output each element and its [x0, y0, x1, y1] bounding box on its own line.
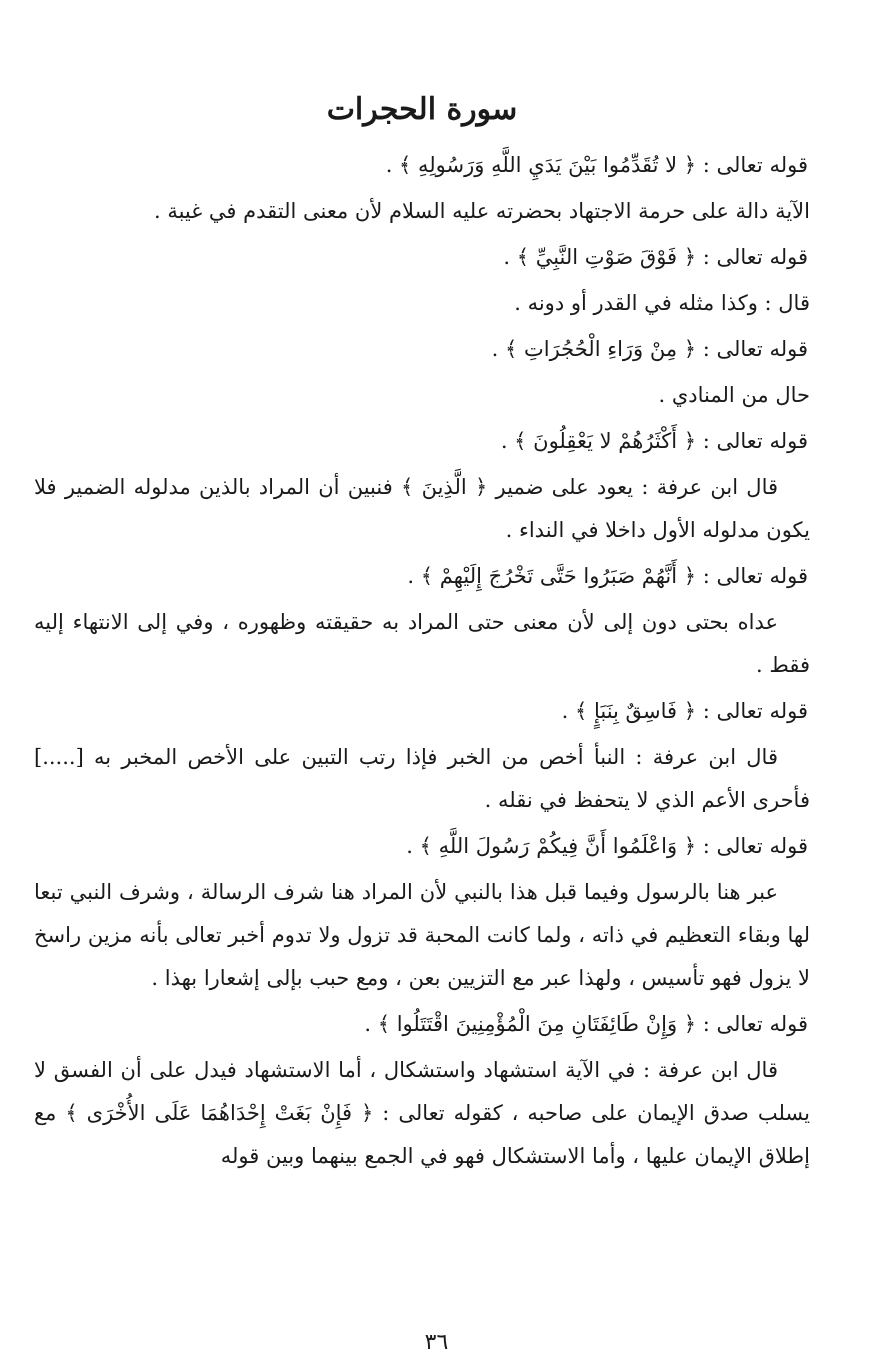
entry-6 — [34, 690, 810, 822]
entry-3 — [34, 328, 810, 417]
commentary-text: قال ابن عرفة : يعود على ضمير ﴿ الَّذِينَ ﴾ فنبين أن المراد بالذين مدلوله الضمير فلا يكون مدلوله الأول داخلا في النداء . — [34, 475, 810, 542]
verse-heading: قوله تعالى : ﴿ أَنَّهُمْ صَبَرُوا حَتَّى تَخْرُجَ إِلَيْهِمْ ﴾ . — [407, 564, 808, 588]
verse-heading: قوله تعالى : ﴿ وَاعْلَمُوا أَنَّ فِيكُمْ رَسُولَ اللَّهِ ﴾ . — [406, 834, 808, 858]
verse-heading: قوله تعالى : ﴿ فَاسِقٌ بِنَبَإٍ ﴾ . — [561, 699, 808, 723]
entry-5 — [34, 555, 810, 687]
page-title: سورة الحجرات — [326, 92, 518, 127]
book-page — [34, 86, 810, 1316]
entry-8 — [34, 1003, 810, 1178]
page-number: ٣٦ — [424, 1330, 449, 1355]
entry-2 — [34, 236, 810, 325]
commentary-text: عبر هنا بالرسول وفيما قبل هذا بالنبي لأن المراد هنا شرف الرسالة ، وشرف النبي تبعا لها وبقاء التعظيم في ذاته ، ولما كانت المحبة قد تزول ولا تدوم أخبر تعالى بأنه مزين راسخ لا يزول فهو تأسيس ، ولهذا عبر مع التزيين بعن ، ومع حبب بإلى إشعارا بهذا . — [34, 880, 810, 990]
verse-heading: قوله تعالى : ﴿ وَإِنْ طَائِفَتَانِ مِنَ الْمُؤْمِنِينَ اقْتَتَلُوا ﴾ . — [364, 1012, 808, 1036]
commentary-text: عداه بحتى دون إلى لأن معنى حتى المراد به حقيقته وظهوره ، وفي إلى الانتهاء إليه فقط . — [34, 610, 810, 677]
commentary-text: حال من المنادي . — [658, 383, 810, 407]
verse-heading: قوله تعالى : ﴿ فَوْقَ صَوْتِ النَّبِيِّ ﴾ . — [503, 245, 808, 269]
entry-4 — [34, 420, 810, 552]
verse-heading: قوله تعالى : ﴿ أَكْثَرُهُمْ لا يَعْقِلُونَ ﴾ . — [500, 429, 808, 453]
commentary-text: قال ابن عرفة : النبأ أخص من الخبر فإذا رتب التبين على الأخص المخبر به [.....] فأحرى الأعم الذي لا يتحفظ في نقله . — [34, 745, 810, 812]
commentary-text: قال ابن عرفة : في الآية استشهاد واستشكال ، أما الاستشهاد فيدل على أن الفسق لا يسلب صدق الإيمان على صاحبه ، كقوله تعالى : ﴿ فَإِنْ بَغَتْ إِحْدَاهُمَا عَلَى الأُخْرَى ﴾ مع إطلاق الإيمان عليها ، وأما الاستشكال فهو في الجمع بينهما وبين قوله — [34, 1058, 810, 1168]
verse-heading: قوله تعالى : ﴿ مِنْ وَرَاءِ الْحُجُرَاتِ ﴾ . — [491, 337, 808, 361]
entry-1 — [34, 144, 810, 233]
commentary-text: الآية دالة على حرمة الاجتهاد بحضرته عليه السلام لأن معنى التقدم في غيبة . — [153, 199, 810, 223]
entry-7 — [34, 825, 810, 1000]
verse-heading: قوله تعالى : ﴿ لا تُقَدِّمُوا بَيْنَ يَدَيِ اللَّهِ وَرَسُولِهِ ﴾ . — [385, 153, 808, 177]
commentary-text: قال : وكذا مثله في القدر أو دونه . — [514, 291, 810, 315]
